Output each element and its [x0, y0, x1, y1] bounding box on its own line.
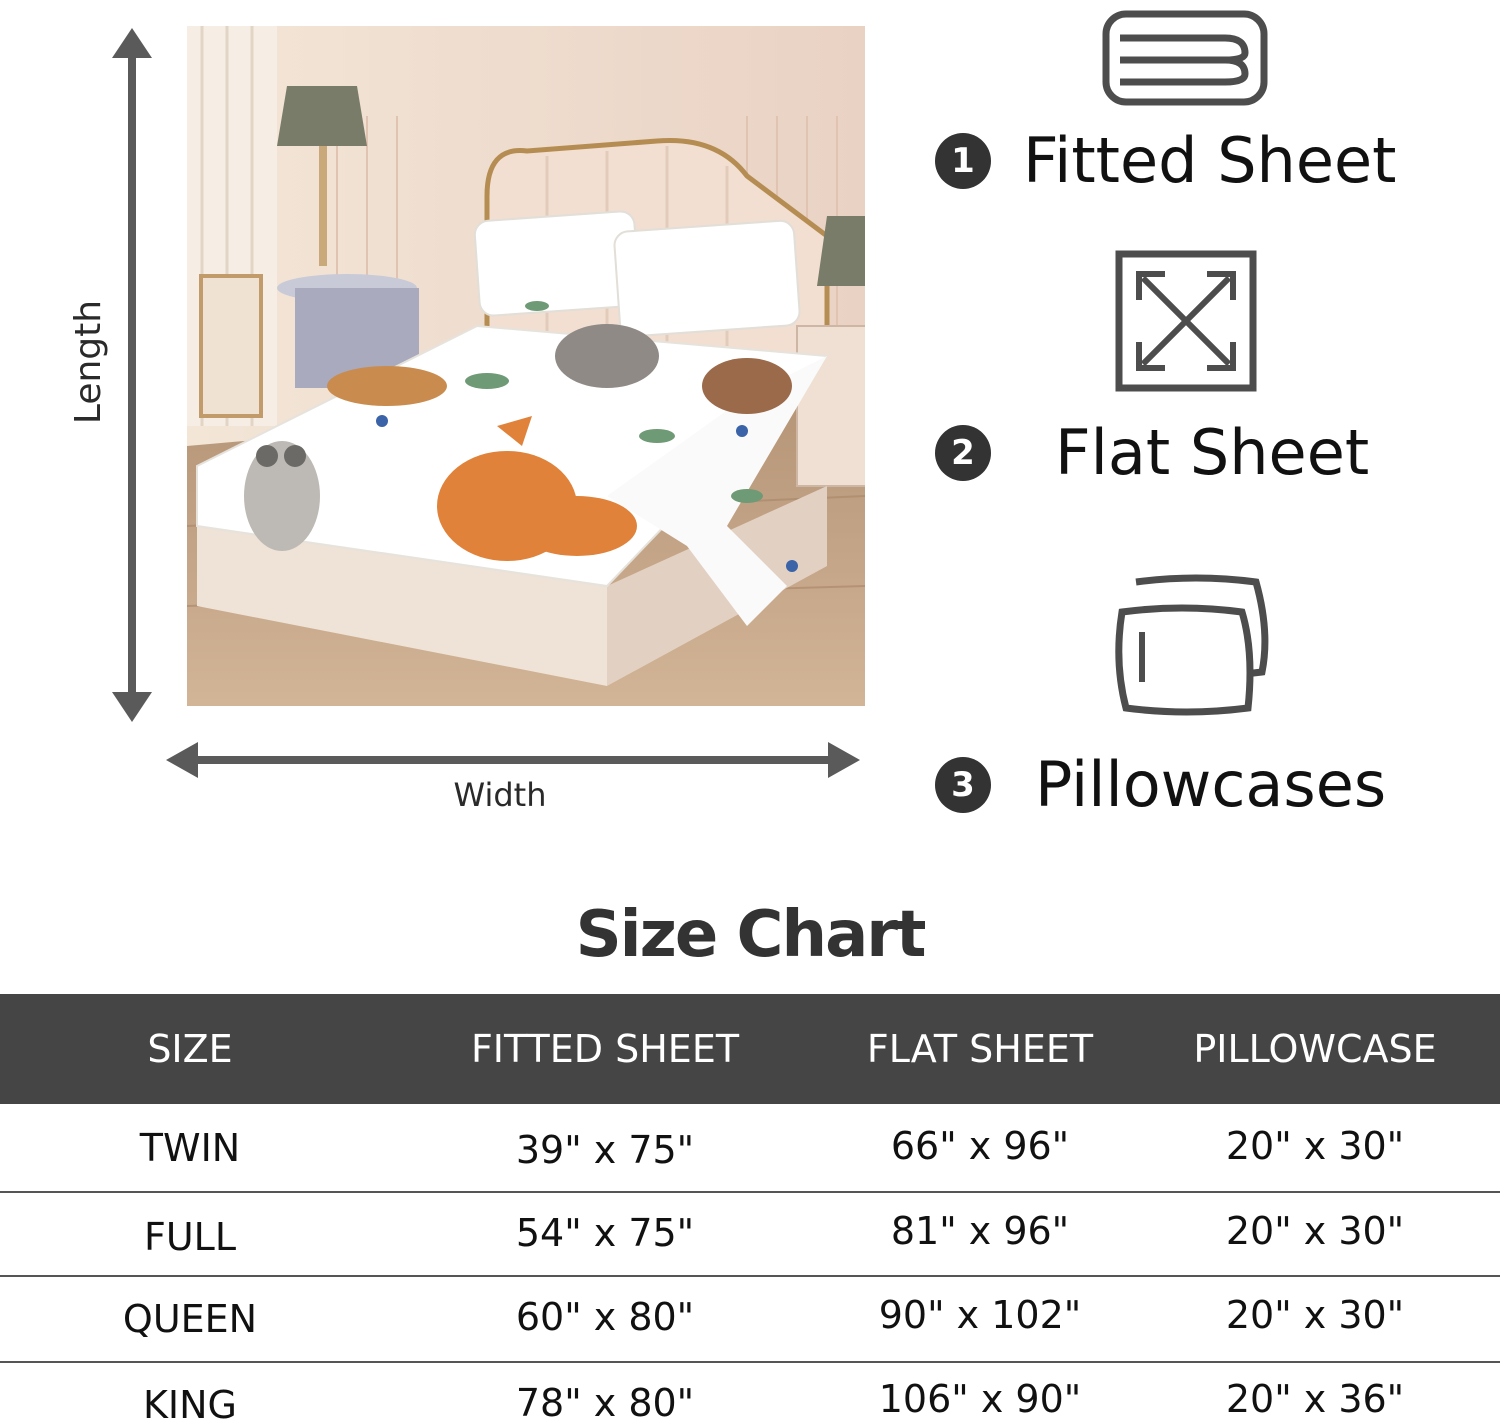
header-fitted-sheet: FITTED SHEET — [470, 1027, 740, 1071]
flat-cell: 90" x 102" — [878, 1293, 1082, 1337]
width-label: Width — [453, 776, 547, 814]
component-fitted-sheet — [935, 124, 1396, 197]
pillowcase-cell: 20" x 36" — [1225, 1377, 1405, 1421]
component-pillowcases — [935, 748, 1386, 821]
size-chart-header — [0, 994, 1500, 1104]
bed-product-photo — [187, 26, 865, 706]
size-cell: TWIN — [139, 1126, 241, 1170]
badge-1: 1 — [935, 133, 991, 189]
size-cell: FULL — [143, 1215, 236, 1259]
pillowcase-cell: 20" x 30" — [1225, 1124, 1405, 1168]
fitted-cell: 60" x 80" — [515, 1295, 695, 1339]
fitted-sheet-label: Fitted Sheet — [1023, 124, 1397, 197]
folded-sheet-icon — [1100, 8, 1270, 108]
badge-2: 2 — [935, 425, 991, 481]
size-cell: QUEEN — [122, 1297, 258, 1341]
length-arrow — [108, 26, 156, 726]
badge-3: 3 — [935, 757, 991, 813]
pillowcase-cell: 20" x 30" — [1225, 1209, 1405, 1253]
flat-cell: 66" x 96" — [890, 1124, 1070, 1168]
component-flat-sheet — [935, 416, 1369, 489]
flat-sheet-label: Flat Sheet — [1055, 416, 1370, 489]
size-chart-title: Size Chart — [575, 898, 925, 972]
table-row — [0, 1193, 1500, 1275]
length-label: Length — [68, 299, 109, 425]
flat-sheet-icon — [1113, 248, 1259, 394]
flat-cell: 81" x 96" — [890, 1209, 1070, 1253]
fitted-cell: 39" x 75" — [515, 1128, 695, 1172]
table-row — [0, 1363, 1500, 1428]
flat-cell: 106" x 90" — [878, 1377, 1082, 1421]
table-row — [0, 1277, 1500, 1361]
header-flat-sheet: FLAT SHEET — [866, 1027, 1094, 1071]
table-row — [0, 1104, 1500, 1192]
size-cell: KING — [143, 1383, 237, 1427]
pillowcase-cell: 20" x 30" — [1225, 1293, 1405, 1337]
pillowcases-label: Pillowcases — [1035, 748, 1387, 821]
pillow-icon — [1112, 572, 1280, 720]
header-size: SIZE — [147, 1027, 233, 1071]
fitted-cell: 78" x 80" — [515, 1381, 695, 1425]
header-pillowcase: PILLOWCASE — [1193, 1027, 1437, 1071]
fitted-cell: 54" x 75" — [515, 1211, 695, 1255]
